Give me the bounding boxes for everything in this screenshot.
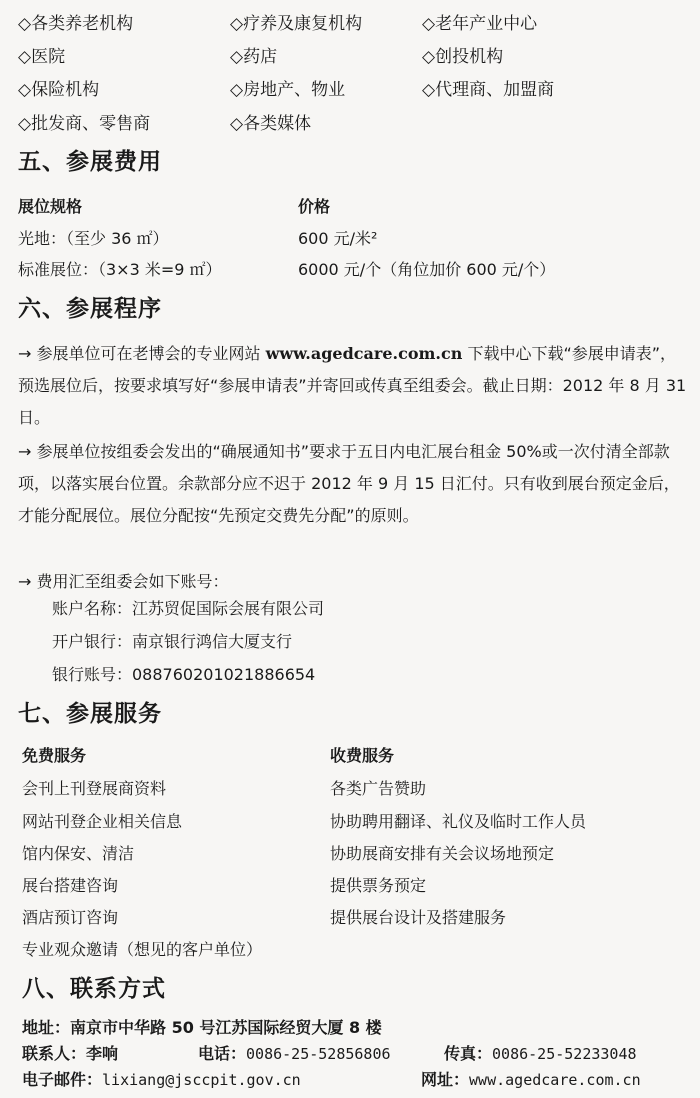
fee-spec: 光地：（至少 36 ㎡） — [18, 229, 169, 248]
free-service-item: 专业观众邀请（想见的客户单位） — [22, 940, 263, 959]
free-service-item: 会刊上刊登展商资料 — [22, 779, 167, 798]
account-name: 账户名称：江苏贸促国际会展有限公司 — [52, 599, 325, 618]
web-label: 网址： — [421, 1070, 470, 1089]
contact-email — [22, 1069, 301, 1091]
free-service-item: 网站刊登企业相关信息 — [22, 812, 183, 831]
procedure-paragraph-2: → 参展单位按组委会发出的“确展通知书”要求于五日内电汇展台租金 50%或一次付清全部款项，以落实展台位置。余款部分应不迟于 2012 年 9 月 15 日汇付。只有收到展台预定金后，才能分配展位。展位分配按“先预定交费先分配”的原则。 — [18, 442, 680, 525]
category-item: ◇药店 — [230, 47, 278, 67]
category-item: ◇老年产业中心 — [422, 14, 538, 34]
account-number: 银行账号：088760201021886654 — [52, 665, 316, 684]
fee-price: 6000 元/个（角位加价 600 元/个） — [298, 260, 556, 279]
free-service-item: 酒店预订咨询 — [22, 908, 119, 927]
contact-website — [421, 1069, 641, 1091]
fax-number: 0086-25-52233048 — [492, 1045, 637, 1063]
free-service-item: 馆内保安、清洁 — [22, 844, 135, 863]
fax-label: 传真： — [444, 1044, 493, 1063]
free-service-item: 展台搭建咨询 — [22, 876, 119, 895]
category-item: ◇批发商、零售商 — [18, 114, 151, 134]
paid-service-item: 提供票务预定 — [330, 876, 427, 895]
fees-spec-label: 展位规格 — [18, 197, 83, 216]
fee-spec: 标准展位：（3×3 米=9 ㎡） — [18, 260, 222, 279]
section-heading-fees: 五、参展费用 — [18, 149, 162, 175]
paid-service-item: 各类广告赞助 — [330, 779, 427, 798]
paid-service-item: 提供展台设计及搭建服务 — [330, 908, 507, 927]
category-item: ◇房地产、物业 — [230, 80, 346, 100]
contact-phone — [198, 1043, 391, 1065]
category-item: ◇代理商、加盟商 — [422, 80, 555, 100]
paid-services-label: 收费服务 — [330, 746, 395, 765]
contact-fax — [444, 1043, 637, 1065]
bank-name: 开户银行：南京银行鸿信大厦支行 — [52, 632, 293, 651]
category-item: ◇各类媒体 — [230, 114, 312, 134]
category-item: ◇各类养老机构 — [18, 14, 134, 34]
procedure-text: → 参展单位可在老博会的专业网站 — [18, 344, 266, 363]
category-item: ◇保险机构 — [18, 80, 100, 100]
procedure-text: 下载中心下载“参展申请表”，预选展位后，按要求填写好“参展申请表”并寄回或传真至组委会。截止日期：2012 年 8 月 31 日。 — [18, 344, 687, 427]
email-address[interactable]: lixiang@jsccpit.gov.cn — [102, 1071, 301, 1089]
email-label: 电子邮件： — [22, 1070, 103, 1089]
procedure-paragraph-1 — [18, 338, 690, 434]
category-item: ◇创投机构 — [422, 47, 504, 67]
procedure-paragraph-3: → 费用汇至组委会如下账号： — [18, 572, 229, 591]
category-item: ◇医院 — [18, 47, 66, 67]
phone-number: 0086-25-52856806 — [246, 1045, 391, 1063]
contact-address: 地址：南京市中华路 50 号江苏国际经贸大厦 8 楼 — [22, 1018, 382, 1037]
paid-service-item: 协助聘用翻译、礼仪及临时工作人员 — [330, 812, 587, 831]
website-url[interactable]: www.agedcare.com.cn — [469, 1071, 641, 1089]
section-heading-services: 七、参展服务 — [18, 701, 162, 727]
fee-price: 600 元/米² — [298, 229, 378, 248]
fees-price-label: 价格 — [298, 197, 331, 216]
website-link[interactable]: www.agedcare.com.cn — [265, 344, 463, 363]
paid-service-item: 协助展商安排有关会议场地预定 — [330, 844, 555, 863]
section-heading-procedure: 六、参展程序 — [18, 296, 162, 322]
free-services-label: 免费服务 — [22, 746, 87, 765]
phone-label: 电话： — [198, 1044, 247, 1063]
category-item: ◇疗养及康复机构 — [230, 14, 363, 34]
section-heading-contact: 八、联系方式 — [22, 976, 166, 1002]
contact-person: 联系人：李响 — [22, 1044, 119, 1063]
